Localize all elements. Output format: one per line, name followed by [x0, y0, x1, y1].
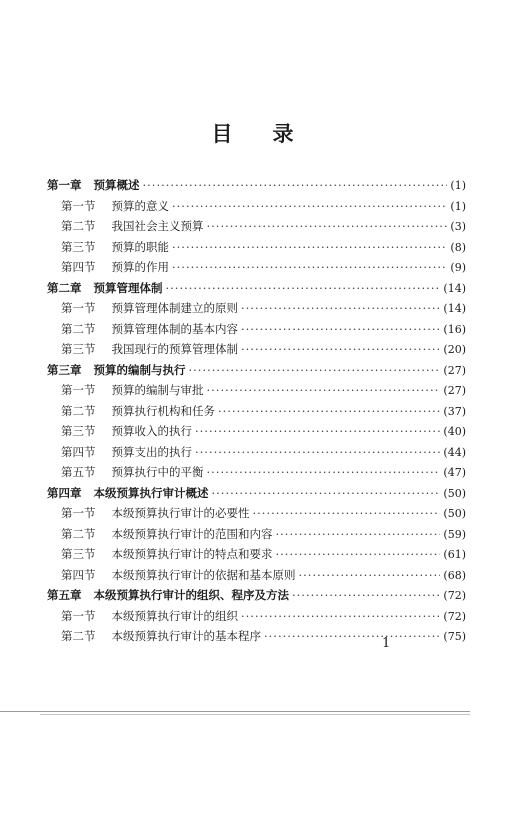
dot-leader: [241, 322, 440, 336]
toc-section-entry: [47, 341, 466, 362]
toc-entry-label: 我国社会主义预算: [111, 219, 204, 233]
toc-entry-page: (27): [443, 384, 466, 397]
toc-entry-number: 第二节: [61, 219, 96, 233]
title-char-right: 录: [272, 121, 294, 146]
toc-entry-title: [47, 587, 289, 603]
dot-leader: [253, 506, 441, 520]
toc-section-entry: [47, 259, 466, 280]
toc-chapter-entry: [47, 177, 466, 198]
toc-entry-label: 本级预算执行审计的特点和要求: [111, 547, 273, 561]
toc-section-entry: [47, 505, 466, 526]
toc-entry-label: 预算管理体制: [93, 280, 163, 295]
toc-entry-number: 第四节: [61, 567, 96, 582]
title-char-left: 目: [211, 121, 233, 146]
toc-entry-number: 第四节: [61, 260, 96, 274]
toc-entry-title: [47, 505, 250, 521]
toc-entry-number: 第二节: [61, 403, 96, 418]
toc-entry-number: 第四节: [61, 444, 96, 459]
toc-entry-label: 本级预算执行审计的范围和内容: [111, 526, 273, 541]
toc-entry-label: 预算的编制与审批: [111, 383, 204, 397]
toc-entry-title: [47, 218, 204, 234]
toc-entry-title: [47, 403, 215, 419]
toc-entry-title: [47, 423, 192, 439]
toc-entry-number: 第二节: [61, 629, 96, 643]
toc-entry-page: (20): [443, 343, 466, 356]
toc-entry-label: 本级预算执行审计的组织、程序及方法: [93, 588, 289, 602]
toc-entry-label: 预算管理体制的基本内容: [111, 321, 238, 336]
toc-entry-page: (61): [443, 548, 466, 561]
toc-entry-page: (50): [443, 507, 466, 520]
toc-entry-label: 本级预算执行审计概述: [93, 485, 209, 500]
toc-entry-label: 预算的意义: [111, 198, 169, 213]
toc-entry-label: 预算执行中的平衡: [111, 465, 204, 479]
toc-section-entry: [47, 300, 466, 321]
dot-leader: [292, 588, 440, 602]
page-title: [0, 118, 505, 148]
toc-entry-page: (75): [443, 630, 466, 643]
toc-entry-label: 预算的职能: [111, 239, 169, 254]
toc-entry-number: 第三节: [61, 239, 96, 254]
toc-chapter-entry: [47, 485, 466, 506]
toc-section-entry: [47, 526, 466, 547]
toc-entry-label: 预算管理体制建立的原则: [111, 301, 238, 315]
toc-entry-number: 第一节: [61, 383, 96, 397]
toc-entry-title: [47, 280, 163, 296]
toc-entry-label: 预算的作用: [111, 260, 169, 274]
toc-entry-page: (8): [450, 240, 466, 254]
toc-section-entry: [47, 382, 466, 403]
toc-entry-number: 第二章: [47, 280, 82, 295]
toc-entry-number: 第三节: [61, 547, 96, 561]
toc-entry-page: (40): [443, 425, 466, 438]
toc-entry-label: 预算支出的执行: [111, 444, 192, 459]
toc-section-entry: [47, 567, 466, 588]
dot-leader: [241, 609, 440, 623]
toc-entry-number: 第三节: [61, 424, 96, 438]
dot-leader: [207, 465, 441, 479]
toc-entry-label: 预算的编制与执行: [93, 362, 186, 377]
toc-section-entry: [47, 608, 466, 629]
toc-entry-page: (37): [443, 404, 466, 418]
toc-entry-label: 预算概述: [93, 178, 140, 192]
footer-rule: [0, 711, 470, 712]
toc-section-entry: [47, 423, 466, 444]
dot-leader: [207, 383, 441, 397]
dot-leader: [276, 527, 441, 541]
toc-entry-number: 第四章: [47, 485, 82, 500]
dot-leader: [212, 486, 441, 500]
toc-entry-label: 预算执行机构和任务: [111, 403, 215, 418]
toc-entry-title: [47, 608, 238, 624]
toc-entry-number: 第三章: [47, 362, 82, 377]
dot-leader: [195, 445, 440, 459]
toc-section-entry: [47, 444, 466, 465]
footer-rule-secondary: [40, 714, 470, 715]
toc-entry-label: 我国现行的预算管理体制: [111, 342, 238, 356]
dot-leader: [172, 260, 447, 274]
toc-entry-title: [47, 259, 169, 275]
toc-entry-title: [47, 628, 261, 644]
toc-entry-page: (3): [450, 220, 466, 233]
toc-entry-page: (14): [443, 302, 466, 315]
toc-entry-page: (68): [443, 568, 466, 582]
toc-section-entry: [47, 403, 466, 424]
toc-entry-title: [47, 567, 296, 583]
toc-section-entry: [47, 464, 466, 485]
toc-entry-number: 第一节: [61, 506, 96, 520]
toc-entry-page: (16): [443, 322, 466, 336]
toc-entry-page: (14): [443, 281, 466, 295]
dot-leader: [172, 240, 447, 254]
dot-leader: [241, 301, 440, 315]
toc-entry-page: (9): [450, 261, 466, 274]
toc-entry-label: 本级预算执行审计的必要性: [111, 506, 250, 520]
toc-chapter-entry: [47, 362, 466, 383]
toc-entry-label: 本级预算执行审计的组织: [111, 608, 238, 623]
toc-entry-title: [47, 177, 140, 193]
page-number: 1: [382, 636, 391, 651]
toc-section-entry: [47, 546, 466, 567]
toc-entry-title: [47, 198, 169, 214]
toc-entry-title: [47, 362, 186, 378]
dot-leader: [172, 199, 447, 213]
toc-entry-page: (50): [443, 486, 466, 500]
toc-entry-title: [47, 444, 192, 460]
toc-entry-page: (1): [450, 199, 466, 213]
toc-entry-page: (27): [443, 363, 466, 377]
dot-leader: [218, 404, 440, 418]
toc-entry-page: (44): [443, 445, 466, 459]
toc-entry-title: [47, 300, 238, 316]
toc-entry-number: 第二节: [61, 526, 96, 541]
dot-leader: [195, 424, 440, 438]
toc-section-entry: [47, 198, 466, 219]
toc-entry-number: 第三节: [61, 342, 96, 356]
dot-leader: [241, 342, 440, 356]
toc-entry-title: [47, 546, 273, 562]
dot-leader: [264, 629, 440, 643]
toc-entry-page: (72): [443, 609, 466, 623]
toc-entry-label: 本级预算执行审计的基本程序: [111, 629, 261, 643]
toc-entry-title: [47, 526, 273, 542]
toc-section-entry: [47, 628, 466, 649]
toc-entry-title: [47, 239, 169, 255]
toc-section-entry: [47, 218, 466, 239]
dot-leader: [299, 568, 441, 582]
dot-leader: [189, 363, 441, 377]
toc-entry-title: [47, 485, 209, 501]
toc-entry-label: 本级预算执行审计的依据和基本原则: [111, 567, 296, 582]
toc-entry-number: 第二节: [61, 321, 96, 336]
dot-leader: [166, 281, 441, 295]
toc-section-entry: [47, 239, 466, 260]
toc-entry-number: 第五章: [47, 588, 82, 602]
toc-entry-title: [47, 382, 204, 398]
toc-entry-page: (1): [450, 179, 466, 192]
toc-entry-page: (72): [443, 589, 466, 602]
table-of-contents: [47, 177, 466, 649]
toc-entry-number: 第一节: [61, 198, 96, 213]
toc-entry-number: 第一节: [61, 608, 96, 623]
toc-chapter-entry: [47, 280, 466, 301]
toc-entry-number: 第一章: [47, 178, 82, 192]
dot-leader: [207, 219, 448, 233]
toc-chapter-entry: [47, 587, 466, 608]
dot-leader: [276, 547, 441, 561]
toc-entry-title: [47, 321, 238, 337]
toc-entry-title: [47, 464, 204, 480]
toc-entry-number: 第一节: [61, 301, 96, 315]
toc-entry-page: (47): [443, 466, 466, 479]
toc-entry-title: [47, 341, 238, 357]
toc-entry-page: (59): [443, 527, 466, 541]
toc-entry-number: 第五节: [61, 465, 96, 479]
toc-entry-label: 预算收入的执行: [111, 424, 192, 438]
dot-leader: [143, 178, 448, 192]
toc-section-entry: [47, 321, 466, 342]
